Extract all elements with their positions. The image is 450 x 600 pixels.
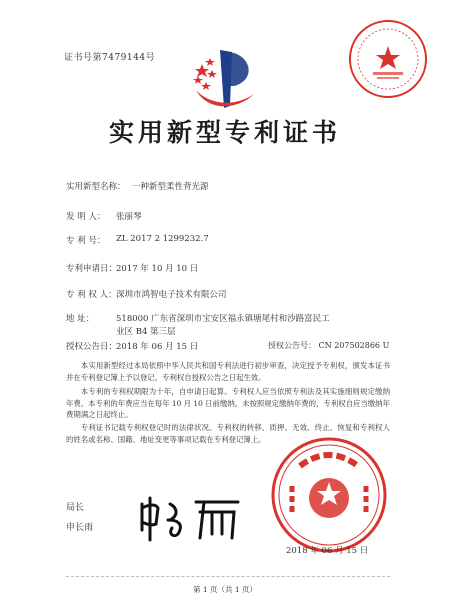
patent-office-emblem-icon [190,46,260,112]
field-label: 实用新型名称： [66,182,126,192]
field-grant-number [268,340,389,351]
field-patent-number [66,234,209,246]
official-seal-icon [270,436,388,554]
body-paragraph-2: 本专利的专利权期限为十年，自申请日起算。专利权人应当依照专利法及其实施细则规定缴纳年费。本专利的年费应当在每年 10 月 10 日前缴纳。未按照规定缴纳年费的，专利权自应当缴纳年费期满之日起终止。 [66,387,390,420]
footer-divider [66,576,390,577]
field-label: 授权公告日： [66,342,118,352]
field-address-line2: 业区 B4 第三层 [116,327,176,337]
page-footer: 第 1 页（共 1 页） [192,585,258,594]
field-value: 一种新型柔性背光源 [132,182,209,192]
field-address [66,312,330,324]
handwritten-signature-icon [134,494,244,542]
field-label: 专 利 号： [66,236,106,246]
field-inventor [66,210,142,222]
certificate-number: 证书号第7479144号 [64,53,156,63]
field-value: 深圳市鸿智电子技术有限公司 [116,290,227,300]
field-grant-date [66,340,199,352]
field-filing-date [66,262,199,274]
director-name: 申长雨 [66,523,94,533]
field-label: 专 利 权 人： [66,290,117,300]
field-label: 专利申请日： [66,264,118,274]
certificate-title: 实用新型专利证书 [108,118,341,147]
field-value: 518000 广东省深圳市宝安区福永镇塘尾村和沙路富民工 [116,314,330,324]
top-right-seal-icon [347,18,429,100]
field-label: 发 明 人： [66,212,106,222]
field-value: 2017 年 10 月 10 日 [116,264,199,274]
field-value: ZL 2017 2 1299232.7 [116,234,209,244]
field-label: 地 址： [66,314,95,324]
field-value: CN 207502866 U [318,341,390,350]
field-utility-model-name [66,180,209,192]
field-patent-owner [66,288,227,300]
director-title: 局长 [66,503,85,513]
field-label: 授权公告号： [268,341,316,350]
field-value: 张丽琴 [116,212,142,222]
body-paragraph-3: 专利证书记载专利权登记时的法律状况。专利权的转移、质押、无效、终止、恢复和专利权人的姓名或名称、国籍、地址变更等事项记载在专利登记簿上。 [66,423,390,444]
body-paragraph-1: 本实用新型经过本局依照中华人民共和国专利法进行初步审查，决定授予专利权，颁发本证书并在专利登记簿上予以登记。专利权自授权公告之日起生效。 [66,361,390,382]
field-value: 2018 年 06 月 15 日 [116,342,199,352]
seal-date-text: 2018 年 06 月 15 日 [286,546,369,556]
